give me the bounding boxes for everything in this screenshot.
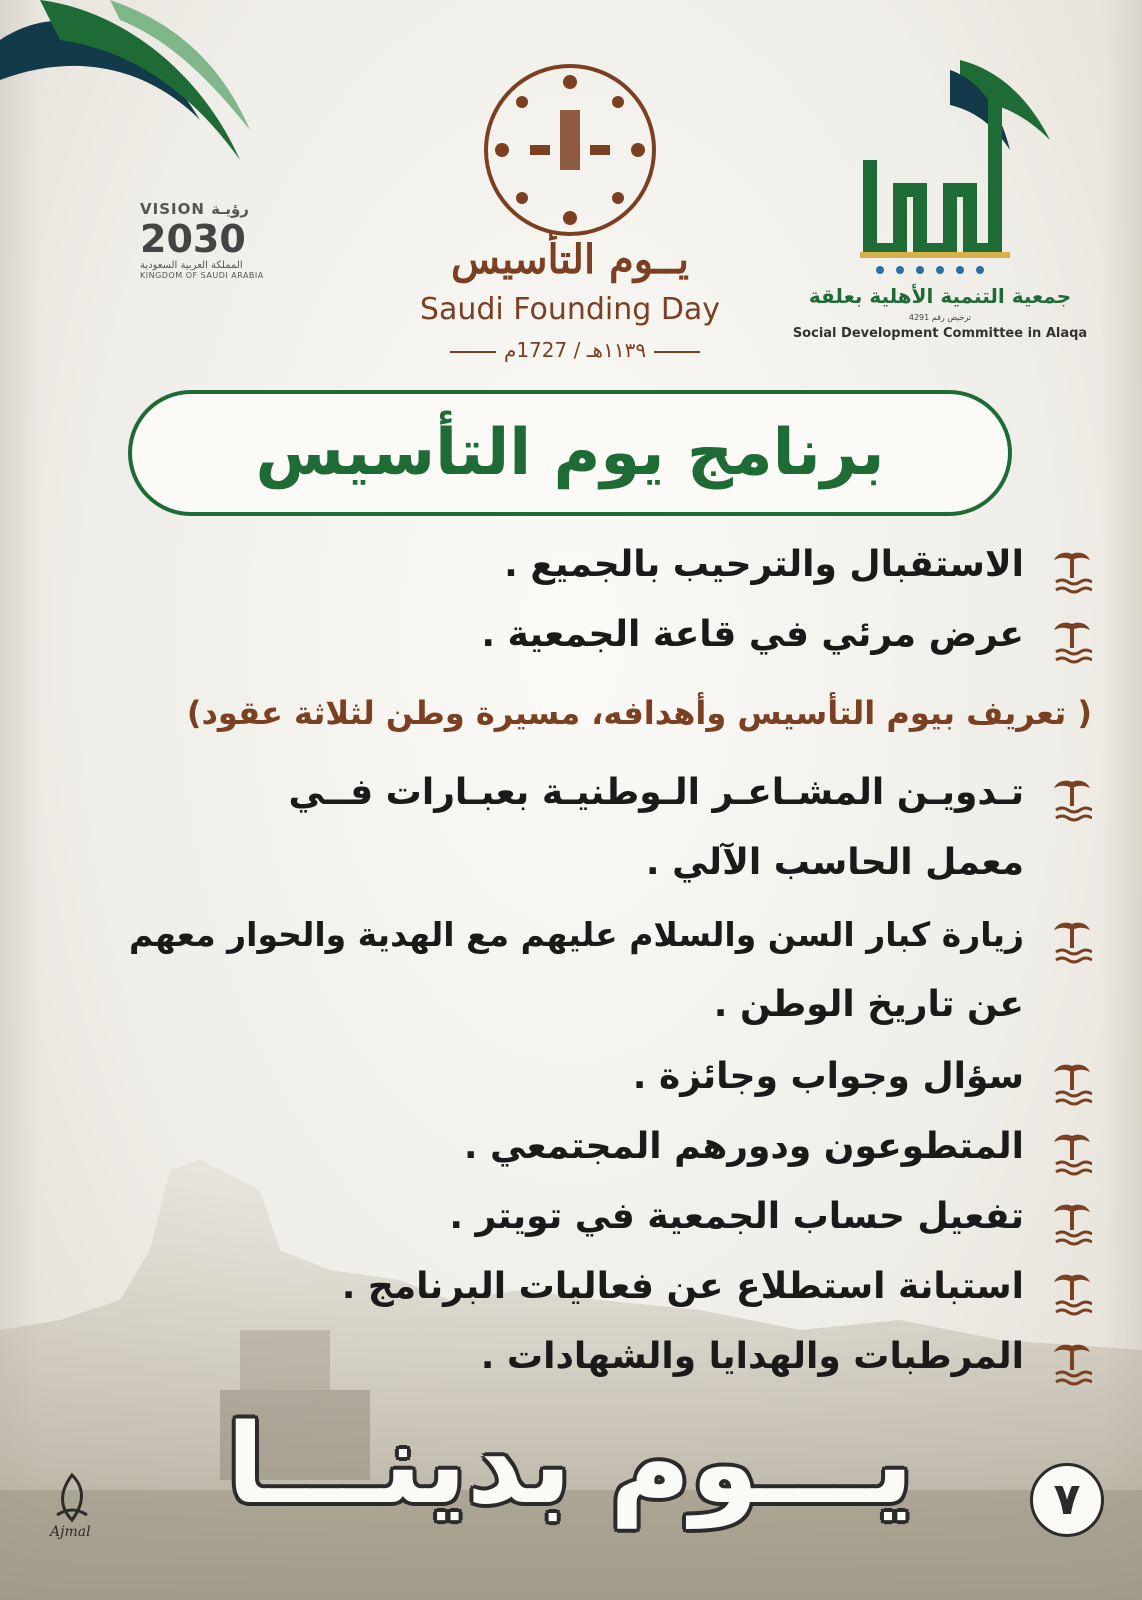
palm-tree-icon <box>1052 1198 1092 1246</box>
palm-tree-icon <box>1052 1058 1092 1106</box>
association-name-en: Social Development Committee in Alaqa <box>792 326 1088 341</box>
list-item <box>30 1332 1092 1382</box>
program-item-text-cont: عن تاريخ الوطن . <box>713 984 1024 1025</box>
vision-2030-logo <box>140 200 280 300</box>
program-item-text: استبانة استطلاع عن فعاليات البرنامج . <box>341 1266 1024 1307</box>
list-item-note <box>30 688 1092 738</box>
palm-tree-icon <box>1052 1338 1092 1386</box>
palm-tree-icon <box>1052 774 1092 822</box>
signature-calligraphy-icon <box>42 1470 102 1530</box>
page-number-badge: ٧ <box>1030 1463 1104 1537</box>
program-item-text: المرطبات والهدايا والشهادات . <box>480 1336 1024 1377</box>
vision-country-en: KINGDOM OF SAUDI ARABIA <box>140 271 264 280</box>
program-title-box <box>128 390 1012 516</box>
vision-country-ar: المملكة العربية السعودية <box>140 260 243 271</box>
palm-leaves-decoration <box>0 0 260 220</box>
palm-tree-icon <box>1052 1268 1092 1316</box>
program-item-text: زيارة كبار السن والسلام عليهم مع الهدية والحوار معهم <box>128 915 1024 954</box>
palm-tree-icon <box>1052 916 1092 964</box>
list-item <box>30 1262 1092 1312</box>
vision-label: VISION رؤيـة <box>140 200 249 218</box>
association-license: ترخيص رقم 4291 <box>908 313 972 322</box>
program-item-note: ( تعريف بيوم التأسيس وأهدافه، مسيرة وطن لثلاثة عقود) <box>186 694 1092 732</box>
vision-year: 2030 <box>140 217 246 261</box>
list-item <box>30 610 1092 660</box>
signature-text: Ajmal <box>50 1524 91 1540</box>
program-item-text: تـدويـن المشـاعـر الـوطنيـة بعبـارات فــي <box>288 772 1024 813</box>
palm-tree-icon <box>1052 546 1092 594</box>
founding-day-seal-icon <box>480 60 660 240</box>
list-item <box>30 768 1092 888</box>
founding-day-title-ar: يــوم التأسيس <box>450 236 690 283</box>
list-item <box>30 1052 1092 1102</box>
program-item-text: سؤال وجواب وجائزة . <box>632 1056 1024 1097</box>
list-item <box>30 1122 1092 1172</box>
program-item-text: المتطوعون ودورهم المجتمعي . <box>463 1126 1024 1167</box>
list-item <box>30 1192 1092 1242</box>
alaqa-association-logo <box>850 60 1070 280</box>
program-item-text: عرض مرئي في قاعة الجمعية . <box>481 614 1024 655</box>
slogan: يـــوم بدينـــا <box>226 1400 914 1528</box>
list-item <box>30 910 1092 1030</box>
date-line-right <box>654 351 700 353</box>
program-item-text-cont: معمل الحاسب الآلي . <box>645 842 1024 883</box>
list-item <box>30 540 1092 590</box>
association-name-ar: جمعية التنمية الأهلية بعلقة <box>808 284 1072 308</box>
program-item-text: الاستقبال والترحيب بالجميع . <box>504 544 1024 585</box>
designer-signature <box>42 1470 102 1560</box>
palm-tree-icon <box>1052 1128 1092 1176</box>
palm-tree-icon <box>1052 616 1092 664</box>
founding-date-text: ١١٣٩هـ / 1727م <box>503 338 647 362</box>
program-item-text: تفعيل حساب الجمعية في تويتر . <box>449 1196 1024 1237</box>
date-line-left <box>450 351 496 353</box>
program-title: برنامج يوم التأسيس <box>255 416 885 490</box>
founding-day-date <box>430 338 720 362</box>
founding-day-title-en: Saudi Founding Day <box>419 292 721 327</box>
